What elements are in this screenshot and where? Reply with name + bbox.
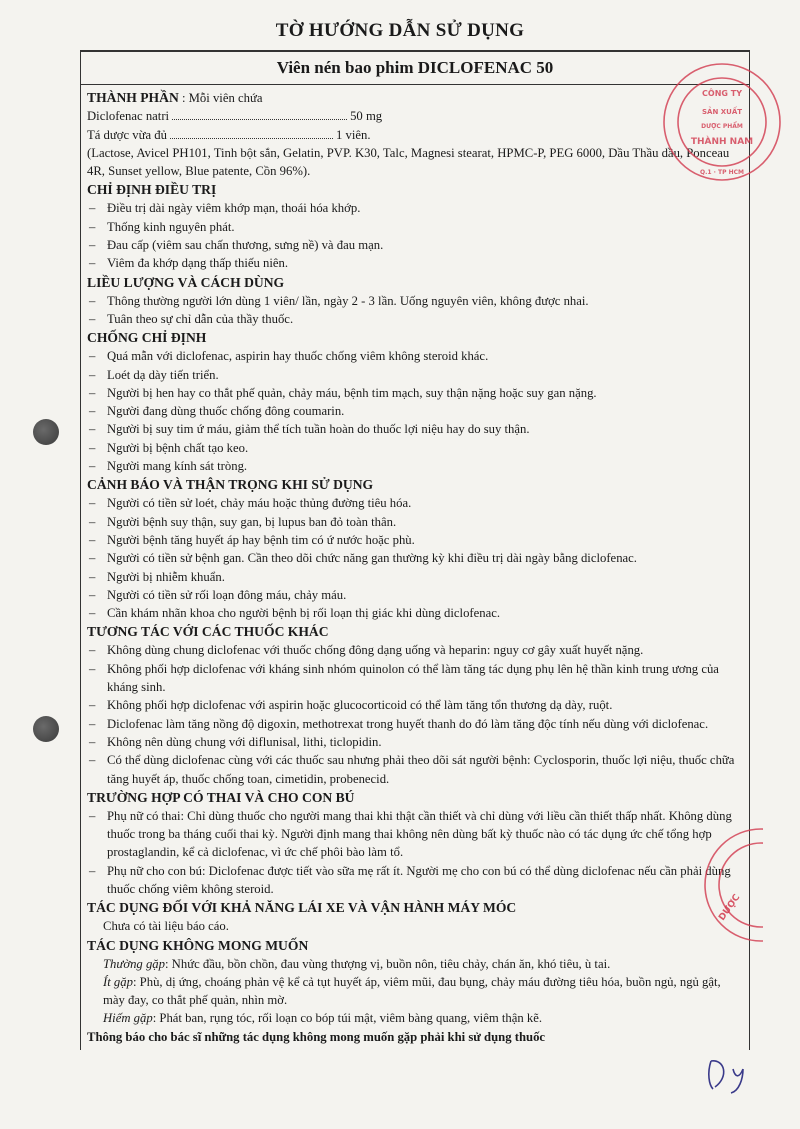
- excipient-value: 1 viên.: [336, 127, 371, 142]
- list-item: – Người bệnh tăng huyết áp hay bệnh tim có ứ nước hoặc phù.: [87, 531, 743, 549]
- list-item: – Người bị hen hay co thắt phế quản, chảy máu, bệnh tim mạch, suy thận nặng hoặc suy gan nặng.: [87, 384, 743, 402]
- list-item: – Diclofenac làm tăng nồng độ digoxin, methotrexat trong huyết thanh do đó làm tăng độc tính nếu dùng với diclofenac.: [87, 715, 743, 733]
- list-item: – Người bị bệnh chất tạo keo.: [87, 439, 743, 457]
- document-frame: [80, 50, 750, 1050]
- excipient-label: Tá dược vừa đủ: [87, 127, 167, 142]
- list-item: – Thống kinh nguyên phát.: [87, 218, 743, 236]
- list-item: – Phụ nữ có thai: Chỉ dùng thuốc cho người mang thai khi thật cần thiết và chỉ dùng với liều cần thiết thấp nhất. Không dùng thuốc trong ba tháng cuối thai kỳ. Người định mang thai không nên dùng bất kỳ thuốc nào có tác dụng ức chế tổng hợp prostaglandin, kể cả diclofenac, vì ức chế phôi bào làm tổ.: [87, 807, 743, 862]
- rare-label: Hiếm gặp: [103, 1011, 153, 1026]
- side-effects-notice: Thông báo cho bác sĩ những tác dụng không mong muốn gặp phải khi sử dụng thuốc: [87, 1029, 546, 1044]
- uncommon-label: Ít gặp: [103, 974, 133, 989]
- product-title: Viên nén bao phim DICLOFENAC 50: [81, 50, 749, 85]
- punch-hole-top: [33, 419, 59, 445]
- interactions-heading: TƯƠNG TÁC VỚI CÁC THUỐC KHÁC: [87, 624, 329, 640]
- list-item: – Không phối hợp diclofenac với aspirin hoặc glucocorticoid có thể làm tăng tổn thương dạ dày, ruột.: [87, 696, 743, 714]
- list-item: – Loét dạ dày tiến triển.: [87, 366, 743, 384]
- contraindications-heading: CHỐNG CHỈ ĐỊNH: [87, 330, 207, 346]
- side-effects-rare: [87, 1009, 743, 1027]
- composition-intro: : Mỗi viên chứa: [181, 91, 263, 105]
- common-label: Thường gặp: [103, 956, 165, 971]
- active-ingredient-label: Diclofenac natri: [87, 109, 170, 124]
- list-item: – Người mang kính sát tròng.: [87, 457, 743, 475]
- list-item: – Người đang dùng thuốc chống đông coumarin.: [87, 402, 743, 420]
- excipient-list: (Lactose, Avicel PH101, Tinh bột sắn, Gelatin, PVP. K30, Talc, Magnesi stearat, HPMC-P, PEG 6000, Dầu Thầu dầu, Ponceau 4R, Sunset yellow, Blue patente, Cồn 96%).: [87, 145, 730, 179]
- list-item: – Tuân theo sự chỉ dẫn của thầy thuốc.: [87, 310, 743, 328]
- list-item: – Người có tiền sử loét, chảy máu hoặc thủng đường tiêu hóa.: [87, 494, 743, 512]
- company-stamp: [618, 56, 790, 186]
- svg-text:Q.1 · TP HCM: Q.1 · TP HCM: [700, 169, 744, 176]
- list-item: – Không phối hợp diclofenac với kháng sinh nhóm quinolon có thể làm tăng tác dụng phụ lên hệ thần kinh trung ương của kháng sinh.: [87, 660, 743, 697]
- list-item: – Quá mẫn với diclofenac, aspirin hay thuốc chống viêm không steroid khác.: [87, 347, 743, 365]
- svg-text:DƯỢC PHẨM: DƯỢC PHẨM: [701, 123, 743, 130]
- list-item: – Không nên dùng chung với diflunisal, lithi, ticlopidin.: [87, 733, 743, 751]
- pregnancy-heading: TRƯỜNG HỢP CÓ THAI VÀ CHO CON BÚ: [87, 789, 355, 805]
- list-item: – Có thể dùng diclofenac cùng với các thuốc sau nhưng phải theo dõi sát người bệnh: Cyclosporin, thuốc lợi niệu, thuốc chữa tăng huyết áp, thuốc chống toan, cimetidin, probenecid.: [87, 751, 743, 788]
- svg-text:CÔNG TY: CÔNG TY: [702, 89, 742, 98]
- punch-hole-bottom: [33, 716, 59, 742]
- list-item: – Phụ nữ cho con bú: Diclofenac được tiết vào sữa mẹ rất ít. Người mẹ cho con bú có thể dùng diclofenac nếu cần phải dùng thuốc chống viêm không steroid.: [87, 862, 743, 899]
- list-item: – Đau cấp (viêm sau chấn thương, sưng nề) và đau mạn.: [87, 236, 743, 254]
- handwritten-signature: [703, 1055, 763, 1095]
- svg-text:DƯỢC: DƯỢC: [717, 892, 743, 923]
- active-ingredient-value: 50 mg: [350, 109, 383, 124]
- list-item: – Người có tiền sử rối loạn đông máu, chảy máu.: [87, 586, 743, 604]
- dosage-heading: LIỀU LƯỢNG VÀ CÁCH DÙNG: [87, 274, 285, 290]
- list-item: – Cần khám nhãn khoa cho người bệnh bị rối loạn thị giác khi dùng diclofenac.: [87, 604, 743, 622]
- side-effects-heading: TÁC DỤNG KHÔNG MONG MUỐN: [87, 937, 309, 953]
- list-item: – Người bị suy tim ứ máu, giảm thể tích tuần hoàn do thuốc lợi niệu hay do suy thận.: [87, 420, 743, 438]
- list-item: – Điều trị dài ngày viêm khớp mạn, thoái hóa khớp.: [87, 199, 743, 217]
- uncommon-text: : Phù, dị ứng, choáng phản vệ kể cả tụt huyết áp, viêm mũi, đau bụng, chảy máu đường tiêu hóa, buồn ngủ, ngủ gật, mày đay, co thắt phế quản, nhìn mờ.: [103, 974, 721, 1008]
- list-item: – Người bị nhiễm khuẩn.: [87, 568, 743, 586]
- rare-text: : Phát ban, rụng tóc, rối loạn co bóp túi mật, viêm bàng quang, viêm thận kẽ.: [152, 1011, 543, 1026]
- dot-leader: [172, 119, 347, 120]
- document-title: TỜ HƯỚNG DẪN SỬ DỤNG: [275, 20, 525, 41]
- list-item: – Người bệnh suy thận, suy gan, bị lupus ban đỏ toàn thân.: [87, 513, 743, 531]
- warnings-heading: CẢNH BÁO VÀ THẬN TRỌNG KHI SỬ DỤNG: [87, 477, 374, 493]
- common-text: : Nhức đầu, bồn chồn, đau vùng thượng vị, buồn nôn, tiêu chảy, chán ăn, khó tiêu, ù tai.: [164, 956, 611, 971]
- list-item: – Không dùng chung diclofenac với thuốc chống đông dạng uống và heparin: nguy cơ gây xuất huyết nặng.: [87, 641, 743, 659]
- list-item: – Viêm đa khớp dạng thấp thiếu niên.: [87, 254, 743, 272]
- side-effects-uncommon: [87, 973, 743, 1010]
- list-item: – Người có tiền sử bệnh gan. Cần theo dõi chức năng gan thường kỳ khi điều trị dài ngày bằng diclofenac.: [87, 549, 743, 567]
- document-content: [87, 88, 743, 1046]
- driving-heading: TÁC DỤNG ĐỐI VỚI KHẢ NĂNG LÁI XE VÀ VẬN HÀNH MÁY MÓC: [87, 900, 517, 916]
- pharmacy-stamp: [683, 825, 763, 945]
- list-item: – Thông thường người lớn dùng 1 viên/ lần, ngày 2 - 3 lần. Uống nguyên viên, không được nhai.: [87, 292, 743, 310]
- svg-text:SẢN XUẤT: SẢN XUẤT: [701, 108, 743, 116]
- composition-heading: THÀNH PHẦN: [87, 90, 179, 105]
- driving-text: Chưa có tài liệu báo cáo.: [103, 919, 229, 934]
- svg-text:THÀNH NAM: THÀNH NAM: [690, 137, 754, 147]
- indications-heading: CHỈ ĐỊNH ĐIỀU TRỊ: [87, 182, 217, 198]
- side-effects-common: [87, 955, 743, 973]
- dot-leader: [170, 138, 333, 139]
